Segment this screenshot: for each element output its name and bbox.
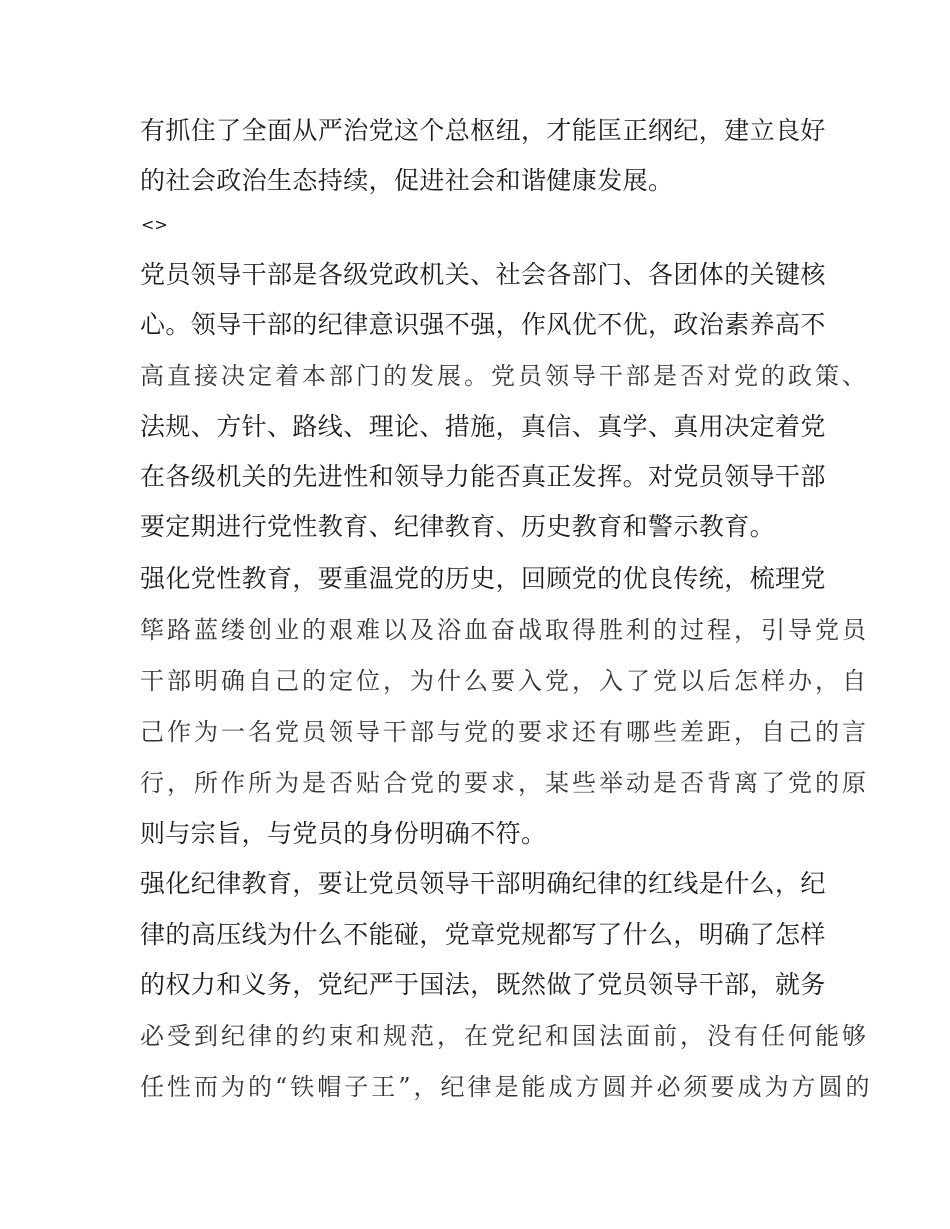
text-line: 则与宗旨，与党员的身份明确不符。 bbox=[140, 819, 547, 848]
text-line: 的权力和义务，党纪严于国法，既然做了党员领导干部，就务 bbox=[140, 970, 826, 999]
text-line: 强化党性教育，要重温党的历史，回顾党的优良传统，梳理党 bbox=[140, 564, 826, 593]
text-line: 高直接决定着本部门的发展。党员领导干部是否对党的政策、 bbox=[140, 362, 869, 390]
text-line: 筚路蓝缕创业的艰难以及浴血奋战取得胜利的过程，引导党员 bbox=[140, 616, 869, 644]
text-line: 要定期进行党性教育、纪律教育、历史教育和警示教育。 bbox=[140, 512, 776, 541]
text-line: 任性而为的“铁帽子王”，纪律是能成方圆并必须要成为方圆的 bbox=[140, 1073, 873, 1101]
text-line: 己作为一名党员领导干部与党的要求还有哪些差距，自己的言 bbox=[140, 718, 869, 746]
text-line: 在各级机关的先进性和领导力能否真正发挥。对党员领导干部 bbox=[140, 462, 826, 491]
text-line: 干部明确自己的定位，为什么要入党，入了党以后怎样办，自 bbox=[140, 667, 869, 695]
text-line: 的社会政治生态持续，促进社会和谐健康发展。 bbox=[140, 166, 674, 195]
text-line: 有抓住了全面从严治党这个总枢纽，才能匡正纲纪，建立良好 bbox=[140, 116, 826, 145]
text-line: 法规、方针、路线、理论、措施，真信、真学、真用决定着党 bbox=[140, 412, 826, 441]
text-line: 心。领导干部的纪律意识强不强，作风优不优，政治素养高不 bbox=[140, 310, 826, 339]
text-line: 强化纪律教育，要让党员领导干部明确纪律的红线是什么，纪 bbox=[140, 869, 826, 898]
text-line: 行，所作所为是否贴合党的要求，某些举动是否背离了党的原 bbox=[140, 769, 869, 797]
text-line: 律的高压线为什么不能碰，党章党规都写了什么，明确了怎样 bbox=[140, 920, 826, 949]
section-marker: <> bbox=[141, 215, 168, 234]
text-line: 必受到纪律的约束和规范，在党纪和国法面前，没有任何能够 bbox=[140, 1022, 869, 1050]
text-line: 党员领导干部是各级党政机关、社会各部门、各团体的关键核 bbox=[140, 260, 826, 289]
